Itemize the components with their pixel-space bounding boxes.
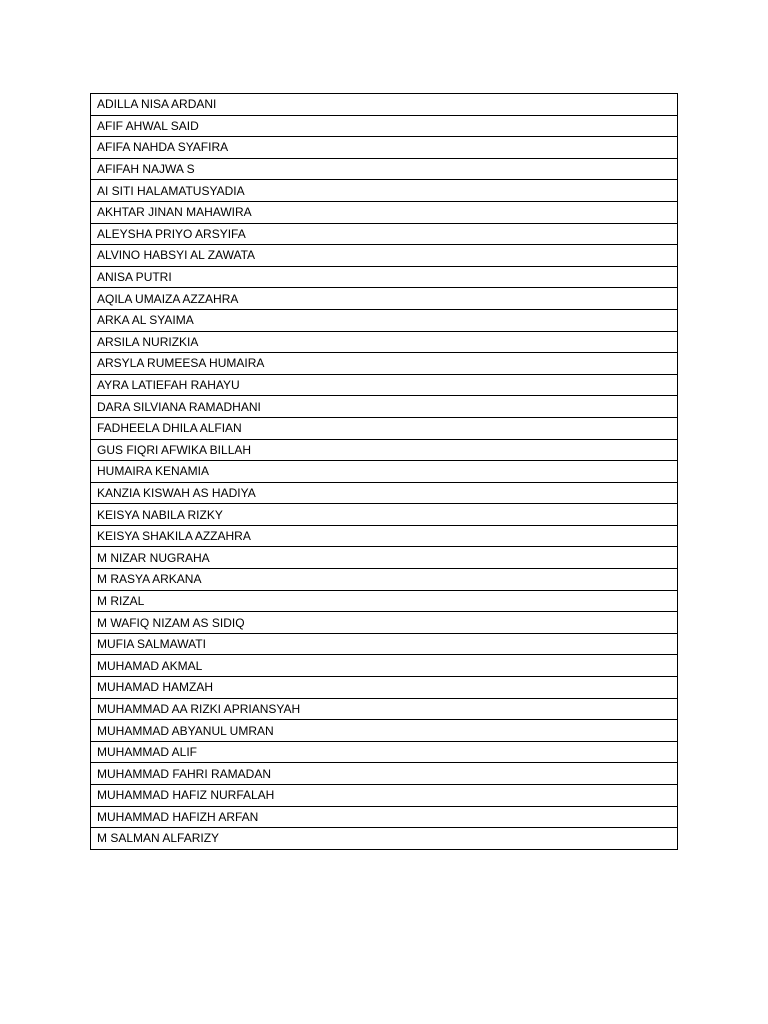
name-cell: ARSILA NURIZKIA xyxy=(91,331,678,353)
table-row xyxy=(91,374,678,396)
table-row xyxy=(91,158,678,180)
table-row xyxy=(91,741,678,763)
table-row xyxy=(91,547,678,569)
table-row xyxy=(91,439,678,461)
name-cell: M SALMAN ALFARIZY xyxy=(91,828,678,850)
table-row xyxy=(91,396,678,418)
table-row xyxy=(91,698,678,720)
name-cell: M WAFIQ NIZAM AS SIDIQ xyxy=(91,612,678,634)
name-cell: M RIZAL xyxy=(91,590,678,612)
name-list-table xyxy=(90,93,678,850)
name-cell: AQILA UMAIZA AZZAHRA xyxy=(91,288,678,310)
table-row xyxy=(91,223,678,245)
name-cell: ADILLA NISA ARDANI xyxy=(91,94,678,116)
name-cell: AFIFAH NAJWA S xyxy=(91,158,678,180)
name-list-body xyxy=(91,94,678,850)
table-row xyxy=(91,612,678,634)
table-row xyxy=(91,806,678,828)
table-row xyxy=(91,828,678,850)
name-cell: ANISA PUTRI xyxy=(91,266,678,288)
table-row xyxy=(91,633,678,655)
table-row xyxy=(91,94,678,116)
name-cell: MUHAMAD HAMZAH xyxy=(91,677,678,699)
name-cell: KEISYA SHAKILA AZZAHRA xyxy=(91,525,678,547)
table-row xyxy=(91,590,678,612)
table-row xyxy=(91,763,678,785)
name-cell: MUHAMMAD HAFIZH ARFAN xyxy=(91,806,678,828)
table-row xyxy=(91,288,678,310)
name-cell: ALEYSHA PRIYO ARSYIFA xyxy=(91,223,678,245)
table-row xyxy=(91,180,678,202)
table-row xyxy=(91,655,678,677)
name-cell: ARSYLA RUMEESA HUMAIRA xyxy=(91,353,678,375)
name-cell: M NIZAR NUGRAHA xyxy=(91,547,678,569)
table-row xyxy=(91,331,678,353)
name-cell: KEISYA NABILA RIZKY xyxy=(91,504,678,526)
table-row xyxy=(91,353,678,375)
table-row xyxy=(91,245,678,267)
table-row xyxy=(91,504,678,526)
table-row xyxy=(91,482,678,504)
table-row xyxy=(91,720,678,742)
name-cell: AFIF AHWAL SAID xyxy=(91,115,678,137)
name-cell: M RASYA ARKANA xyxy=(91,569,678,591)
name-cell: MUHAMAD AKMAL xyxy=(91,655,678,677)
table-row xyxy=(91,525,678,547)
name-cell: ALVINO HABSYI AL ZAWATA xyxy=(91,245,678,267)
name-cell: ARKA AL SYAIMA xyxy=(91,309,678,331)
name-cell: GUS FIQRI AFWIKA BILLAH xyxy=(91,439,678,461)
name-cell: MUHAMMAD HAFIZ NURFALAH xyxy=(91,785,678,807)
table-row xyxy=(91,115,678,137)
table-row xyxy=(91,309,678,331)
name-cell: AFIFA NAHDA SYAFIRA xyxy=(91,137,678,159)
name-cell: MUHAMMAD ABYANUL UMRAN xyxy=(91,720,678,742)
name-cell: MUHAMMAD ALIF xyxy=(91,741,678,763)
name-cell: MUHAMMAD FAHRI RAMADAN xyxy=(91,763,678,785)
name-cell: DARA SILVIANA RAMADHANI xyxy=(91,396,678,418)
name-cell: FADHEELA DHILA ALFIAN xyxy=(91,417,678,439)
name-cell: AYRA LATIEFAH RAHAYU xyxy=(91,374,678,396)
name-cell: MUHAMMAD AA RIZKI APRIANSYAH xyxy=(91,698,678,720)
table-row xyxy=(91,677,678,699)
name-cell: AI SITI HALAMATUSYADIA xyxy=(91,180,678,202)
name-cell: HUMAIRA KENAMIA xyxy=(91,461,678,483)
table-row xyxy=(91,785,678,807)
name-cell: KANZIA KISWAH AS HADIYA xyxy=(91,482,678,504)
table-row xyxy=(91,201,678,223)
table-row xyxy=(91,137,678,159)
table-row xyxy=(91,569,678,591)
table-row xyxy=(91,266,678,288)
table-row xyxy=(91,417,678,439)
name-cell: AKHTAR JINAN MAHAWIRA xyxy=(91,201,678,223)
name-cell: MUFIA SALMAWATI xyxy=(91,633,678,655)
table-row xyxy=(91,461,678,483)
